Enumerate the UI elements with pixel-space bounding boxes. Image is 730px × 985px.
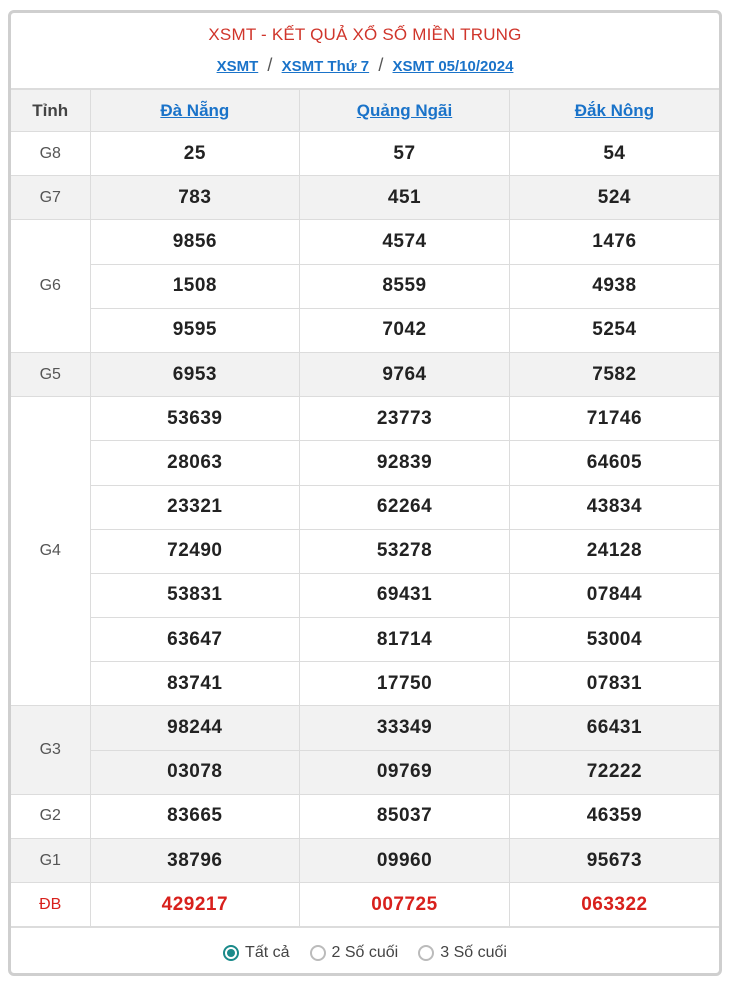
table-row <box>11 839 719 883</box>
table-row <box>11 706 719 750</box>
result-number: 063322 <box>509 883 719 927</box>
result-number: 24128 <box>509 529 719 573</box>
prize-label: G4 <box>11 397 90 706</box>
result-number: 09769 <box>300 750 510 794</box>
table-row <box>11 529 719 573</box>
result-number: 83741 <box>90 662 300 706</box>
result-number: 9764 <box>300 352 510 396</box>
result-number: 6953 <box>90 352 300 396</box>
result-number: 71746 <box>509 397 719 441</box>
result-number: 23321 <box>90 485 300 529</box>
province-link-quang-ngai[interactable]: Quảng Ngãi <box>356 100 453 120</box>
province-link-dak-nong[interactable]: Đắk Nông <box>574 100 655 120</box>
prize-label: G8 <box>11 132 90 176</box>
result-number: 54 <box>509 132 719 176</box>
result-number: 4938 <box>509 264 719 308</box>
result-number: 62264 <box>300 485 510 529</box>
result-number: 57 <box>300 132 510 176</box>
result-number: 17750 <box>300 662 510 706</box>
result-number: 07844 <box>509 573 719 617</box>
result-number: 007725 <box>300 883 510 927</box>
province-header-quang-ngai <box>300 90 510 132</box>
result-number: 28063 <box>90 441 300 485</box>
result-number: 95673 <box>509 839 719 883</box>
result-number: 81714 <box>300 618 510 662</box>
result-number: 07831 <box>509 662 719 706</box>
table-row <box>11 441 719 485</box>
filter-option-last-3[interactable] <box>418 944 507 962</box>
filter-option-last-2[interactable] <box>310 944 399 962</box>
result-number: 83665 <box>90 794 300 838</box>
result-number: 1476 <box>509 220 719 264</box>
result-number: 783 <box>90 176 300 220</box>
result-number: 451 <box>300 176 510 220</box>
radio-icon[interactable] <box>418 945 434 961</box>
result-number: 7582 <box>509 352 719 396</box>
table-row <box>11 794 719 838</box>
breadcrumb <box>11 55 719 76</box>
radio-icon[interactable] <box>223 945 239 961</box>
table-row <box>11 662 719 706</box>
result-number: 9856 <box>90 220 300 264</box>
result-number: 98244 <box>90 706 300 750</box>
prize-label: G5 <box>11 352 90 396</box>
result-number: 23773 <box>300 397 510 441</box>
prize-label: ĐB <box>11 883 90 927</box>
province-header-dak-nong <box>509 90 719 132</box>
result-number: 72490 <box>90 529 300 573</box>
breadcrumb-separator: / <box>378 55 384 75</box>
table-row <box>11 220 719 264</box>
result-number: 92839 <box>300 441 510 485</box>
results-body <box>11 132 719 927</box>
breadcrumb-separator: / <box>267 55 273 75</box>
results-card <box>8 10 722 976</box>
result-number: 53004 <box>509 618 719 662</box>
table-row <box>11 485 719 529</box>
radio-icon[interactable] <box>310 945 326 961</box>
filter-option-label: 3 Số cuối <box>440 943 507 961</box>
page-title: XSMT - KẾT QUẢ XỔ SỐ MIỀN TRUNG <box>208 25 522 44</box>
filter-option-label: Tất cả <box>245 943 290 961</box>
result-number: 9595 <box>90 308 300 352</box>
result-number: 1508 <box>90 264 300 308</box>
result-number: 63647 <box>90 618 300 662</box>
result-number: 64605 <box>509 441 719 485</box>
result-number: 33349 <box>300 706 510 750</box>
result-number: 09960 <box>300 839 510 883</box>
result-number: 53278 <box>300 529 510 573</box>
table-row <box>11 308 719 352</box>
result-number: 03078 <box>90 750 300 794</box>
result-number: 85037 <box>300 794 510 838</box>
result-number: 25 <box>90 132 300 176</box>
result-number: 72222 <box>509 750 719 794</box>
table-row <box>11 750 719 794</box>
filter-option-all[interactable] <box>223 944 289 962</box>
results-header <box>11 13 719 89</box>
table-row <box>11 264 719 308</box>
province-header-da-nang <box>90 90 300 132</box>
result-number: 38796 <box>90 839 300 883</box>
result-number: 43834 <box>509 485 719 529</box>
prize-label: G6 <box>11 220 90 353</box>
result-number: 46359 <box>509 794 719 838</box>
result-number: 53831 <box>90 573 300 617</box>
results-table <box>11 89 719 927</box>
table-row <box>11 618 719 662</box>
filter-option-label: 2 Số cuối <box>331 943 399 961</box>
table-row <box>11 573 719 617</box>
prize-label: G7 <box>11 176 90 220</box>
result-number: 66431 <box>509 706 719 750</box>
digit-filter <box>11 927 719 976</box>
breadcrumb-date-link[interactable]: XSMT 05/10/2024 <box>392 58 514 75</box>
province-link-da-nang[interactable]: Đà Nẵng <box>160 100 230 120</box>
table-header-row <box>11 90 719 132</box>
table-row <box>11 352 719 396</box>
table-row <box>11 883 719 927</box>
table-row <box>11 176 719 220</box>
result-number: 8559 <box>300 264 510 308</box>
breadcrumb-weekday-link[interactable]: XSMT Thứ 7 <box>281 58 370 75</box>
table-row <box>11 397 719 441</box>
breadcrumb-xsmt-link[interactable]: XSMT <box>216 58 259 75</box>
table-row <box>11 132 719 176</box>
result-number: 429217 <box>90 883 300 927</box>
result-number: 524 <box>509 176 719 220</box>
result-number: 53639 <box>90 397 300 441</box>
result-number: 7042 <box>300 308 510 352</box>
province-column-header: Tỉnh <box>11 90 90 132</box>
result-number: 4574 <box>300 220 510 264</box>
result-number: 69431 <box>300 573 510 617</box>
prize-label: G3 <box>11 706 90 794</box>
prize-label: G2 <box>11 794 90 838</box>
result-number: 5254 <box>509 308 719 352</box>
prize-label: G1 <box>11 839 90 883</box>
